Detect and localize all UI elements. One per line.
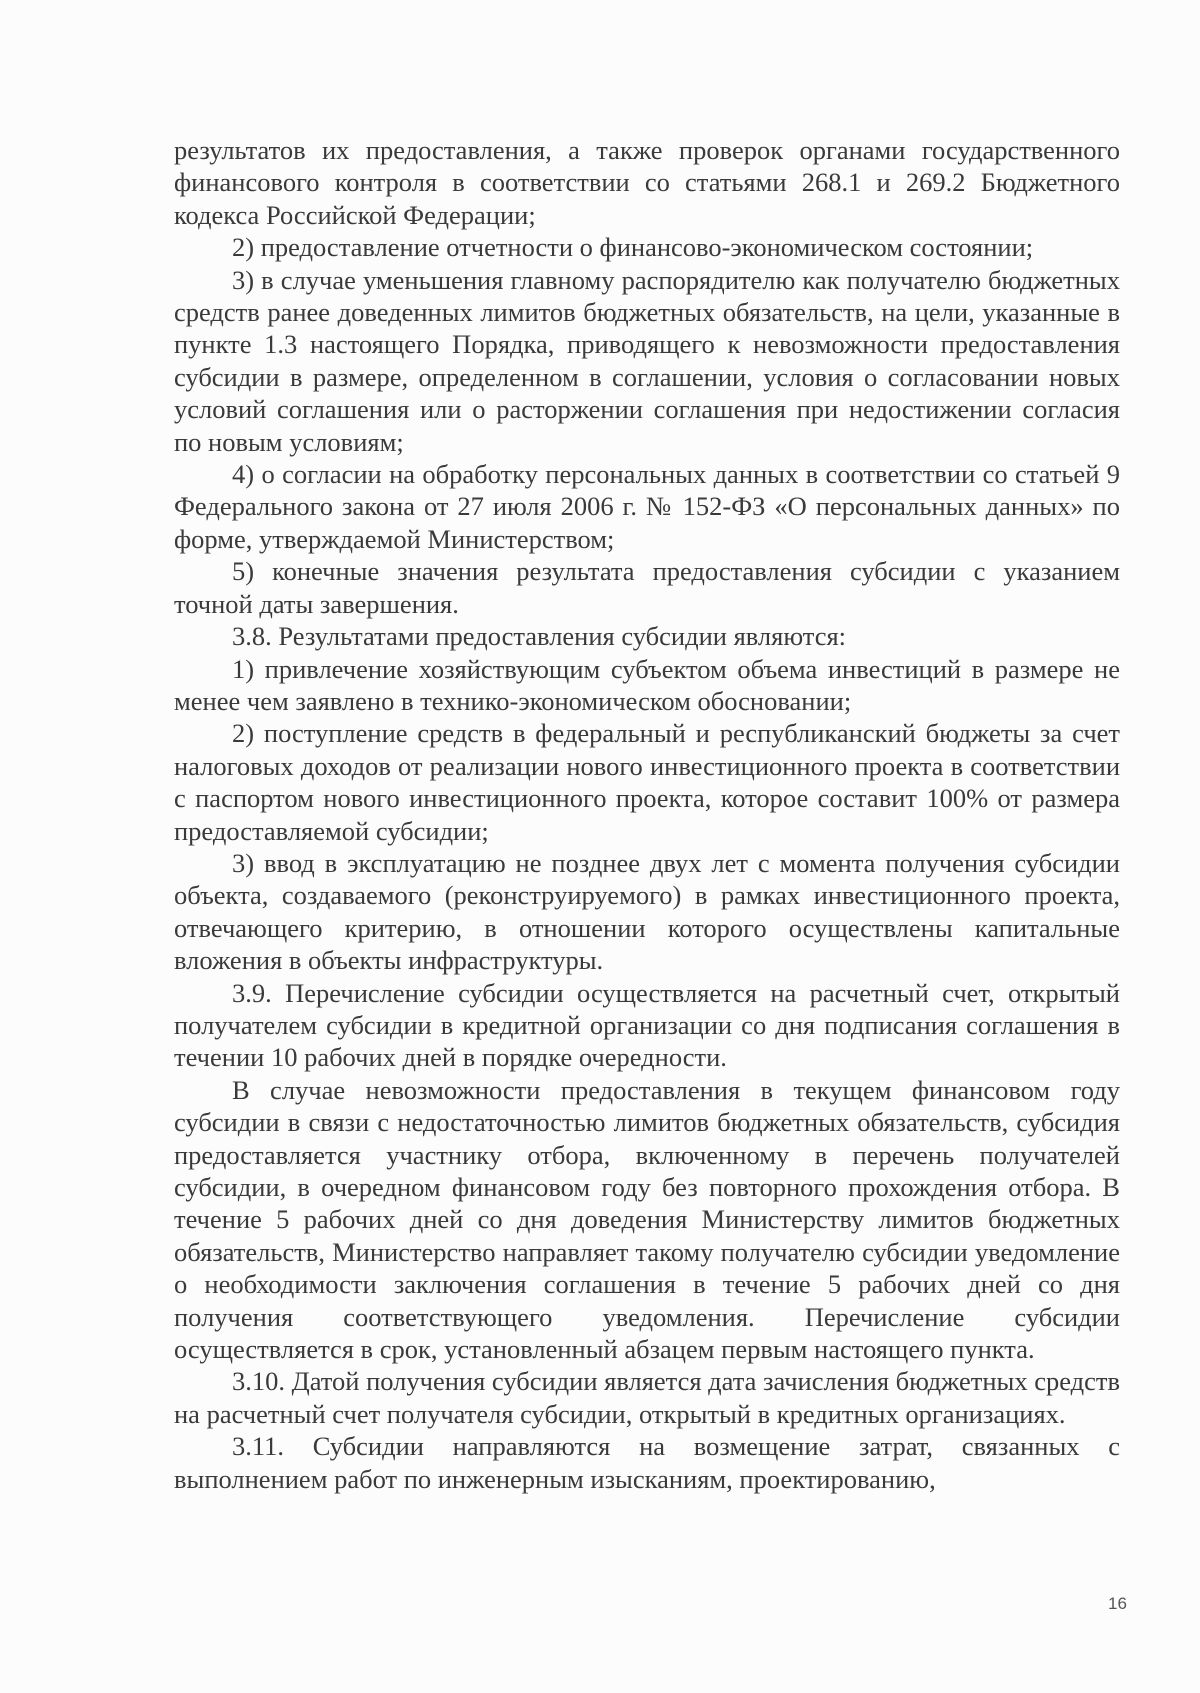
paragraph-section-3-10: 3.10. Датой получения субсидии является дата зачисления бюджетных средств на расчетный счет получателя субсидии, открытый в кредитных организациях. bbox=[174, 1366, 1120, 1429]
paragraph-section-3-11: 3.11. Субсидии направляются на возмещение затрат, связанных с выполнением работ по инженерным изысканиям, проектированию, bbox=[174, 1431, 1120, 1494]
paragraph-item-2: 2) предоставление отчетности о финансово-экономическом состоянии; bbox=[232, 232, 1034, 263]
paragraph-result-2: 2) поступление средств в федеральный и республиканский бюджеты за счет налоговых доходов от реализации нового инвестиционного проекта в соответствии с паспортом нового инвестиционного проекта, которое составит 100% от размера предоставляемой субсидии; bbox=[174, 718, 1120, 846]
paragraph-result-1: 1) привлечение хозяйствующим субъектом объема инвестиций в размере не менее чем заявлено в технико-экономическом обосновании; bbox=[174, 653, 1120, 716]
paragraph-section-3-9-case: В случае невозможности предоставления в текущем финансовом году субсидии в связи с недостаточностью лимитов бюджетных обязательств, субсидия предоставляется участнику отбора, включенному в перечень получателей субсидии, в очередном финансовом году без повторного прохождения отбора. В течение 5 рабочих дней со дня доведения Министерству лимитов бюджетных обязательств, Министерство направляет такому получателю субсидии уведомление о необходимости заключения соглашения в течение 5 рабочих дней со дня получения соответствующего уведомления. Перечисление субсидии осуществляется в срок, установленный абзацем первым настоящего пункта. bbox=[174, 1074, 1120, 1365]
paragraph-continuation: результатов их предоставления, а также проверок органами государственного финансового контроля в соответствии со статьями 268.1 и 269.2 Бюджетного кодекса Российской Федерации; bbox=[174, 135, 1120, 230]
document-body bbox=[174, 134, 1120, 1495]
paragraph-item-4: 4) о согласии на обработку персональных данных в соответствии со статьей 9 Федерального закона от 27 июля 2006 г. № 152-ФЗ «О персональных данных» по форме, утверждаемой Министерством; bbox=[174, 459, 1120, 554]
paragraph-item-3: 3) в случае уменьшения главному распорядителю как получателю бюджетных средств ранее доведенных лимитов бюджетных обязательств, на цели, указанные в пункте 1.3 настоящего Порядка, приводящего к невозможности предоставления субсидии в размере, определенном в соглашении, условия о согласовании новых условий соглашения или о расторжении соглашения при недостижении согласия по новым условиям; bbox=[174, 264, 1120, 457]
paragraph-section-3-8: 3.8. Результатами предоставления субсидии являются: bbox=[232, 621, 847, 652]
paragraph-section-3-9: 3.9. Перечисление субсидии осуществляется на расчетный счет, открытый получателем субсидии в кредитной организации со дня подписания соглашения в течении 10 рабочих дней в порядке очередности. bbox=[174, 977, 1120, 1073]
page-number: 16 bbox=[1108, 1594, 1127, 1613]
paragraph-result-3: 3) ввод в эксплуатацию не позднее двух лет с момента получения субсидии объекта, создаваемого (реконструируемого) в рамках инвестиционного проекта, отвечающего критерию, в отношении которого осуществлены капитальные вложения в объекты инфраструктуры. bbox=[174, 847, 1120, 976]
paragraph-item-5: 5) конечные значения результата предоставления субсидии с указанием точной даты завершения. bbox=[174, 556, 1120, 619]
